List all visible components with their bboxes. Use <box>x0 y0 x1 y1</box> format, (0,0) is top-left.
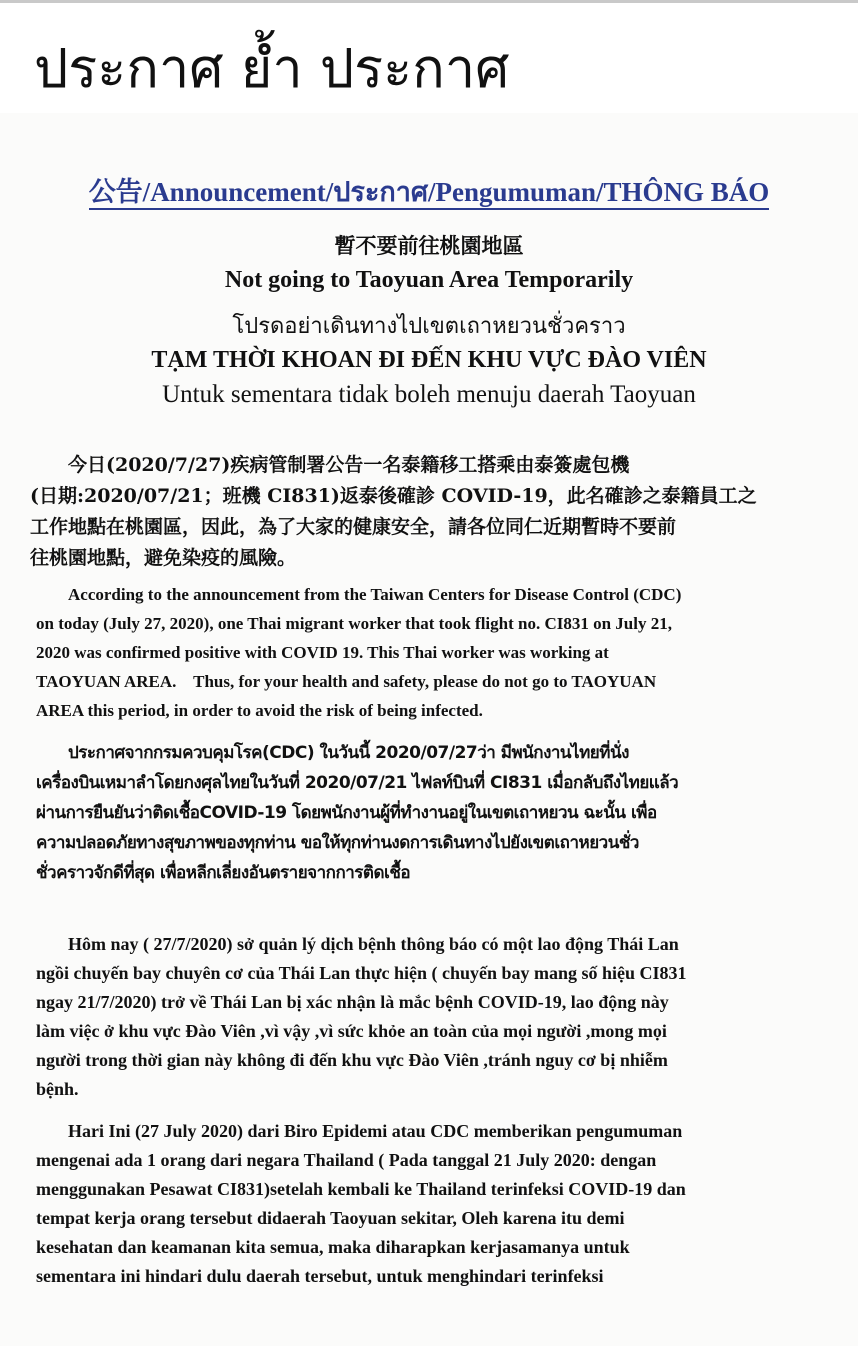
paragraph-english <box>36 580 836 725</box>
subtitle-th: โปรดอย่าเดินทางไปเขตเถาหยวนชั่วคราว <box>232 314 626 339</box>
text-line: tempat kerja orang tersebut didaerah Taoyuan sekitar, Oleh karena itu demi <box>36 1208 625 1228</box>
text-line: TAOYUAN AREA. Thus, for your health and safety, please do not go to TAOYUAN <box>36 672 657 691</box>
text-line: เครื่องบินเหมาลำโดยกงศุลไทยในวันที่ 2020/07/21 ไฟลท์บินที่ CI831 เมื่อกลับถึงไทยแล้ว <box>36 773 679 793</box>
subtitle-en: Not going to Taoyuan Area Temporarily <box>224 267 634 293</box>
announcement-header-text: 公告/Announcement/ประกาศ/Pengumuman/THÔNG BÁO <box>89 177 770 210</box>
text-line: 往桃園地點，避免染疫的風險。 <box>30 547 297 569</box>
subtitle-zh: 暫不要前往桃園地區 <box>334 233 524 258</box>
text-line: on today (July 27, 2020), one Thai migrant worker that took flight no. CI831 on July 21, <box>36 614 672 633</box>
paragraph-vietnamese <box>36 930 836 1104</box>
text-line: menggunakan Pesawat CI831)setelah kembali ke Thailand terinfeksi COVID-19 dan <box>36 1179 686 1199</box>
text-line: ผ่านการยืนยันว่าติดเชื้อCOVID-19 โดยพนักงานผู้ที่ทำงานอยู่ในเขตเถาหยวน ฉะนั้น เพื่อ <box>36 803 657 823</box>
text-line: (日期:2020/07/21；班機 CI831)返泰後確診 COVID-19，此名確診之泰籍員工之 <box>30 485 757 507</box>
text-line: mengenai ada 1 orang dari negara Thailand ( Pada tanggal 21 July 2020: dengan <box>36 1150 657 1170</box>
text-line: bệnh. <box>36 1079 79 1099</box>
subtitle-id: Untuk sementara tidak boleh menuju daerah Taoyuan <box>162 381 696 408</box>
text-line: ชั่วคราวจักดีที่สุด เพื่อหลีกเลี่ยงอันตรายจากการติดเชื้อ <box>36 863 411 883</box>
text-line: Hari Ini (27 July 2020) dari Biro Epidemi atau CDC memberikan pengumuman <box>68 1121 683 1141</box>
page-title: ประกาศ ย้ำ ประกาศ <box>34 37 510 100</box>
text-line: ngồi chuyến bay chuyên cơ của Thái Lan thực hiện ( chuyến bay mang số hiệu CI831 <box>36 963 687 983</box>
paragraph-chinese <box>30 450 830 574</box>
title-banner <box>0 3 858 113</box>
text-line: 工作地點在桃園區，因此，為了大家的健康安全，請各位同仁近期暫時不要前 <box>30 516 677 538</box>
text-line: 2020 was confirmed positive with COVID 19. This Thai worker was working at <box>36 643 609 662</box>
text-line: ความปลอดภัยทางสุขภาพของทุกท่าน ขอให้ทุกท่านงดการเดินทางไปยังเขตเถาหยวนชั่ว <box>36 833 639 853</box>
text-line: AREA this period, in order to avoid the risk of being infected. <box>36 701 483 720</box>
text-line: người trong thời gian này không đi đến khu vực Đào Viên ,tránh nguy cơ bị nhiễm <box>36 1050 668 1070</box>
text-line: Hôm nay ( 27/7/2020) sở quản lý dịch bệnh thông báo có một lao động Thái Lan <box>68 934 679 954</box>
subtitle-vi: TẠM THỜI KHOAN ĐI ĐẾN KHU VỰC ĐÀO VIÊN <box>151 347 707 373</box>
text-line: kesehatan dan keamanan kita semua, maka diharapkan kerjasamanya untuk <box>36 1237 630 1257</box>
paragraph-indonesian <box>36 1117 836 1291</box>
text-line: According to the announcement from the Taiwan Centers for Disease Control (CDC) <box>68 585 682 604</box>
paragraph-thai <box>36 738 836 888</box>
text-line: ngay 21/7/2020) trở về Thái Lan bị xác nhận là mắc bệnh COVID-19, lao động này <box>36 992 669 1012</box>
text-line: 今日(2020/7/27)疾病管制署公告一名泰籍移工搭乘由泰簽處包機 <box>68 454 630 476</box>
text-line: sementara ini hindari dulu daerah tersebut, untuk menghindari terinfeksi <box>36 1266 604 1286</box>
text-line: ประกาศจากกรมควบคุมโรค(CDC) ในวันนี้ 2020/07/27ว่า มีพนักงานไทยที่นั่ง <box>68 743 629 763</box>
announcement-header <box>0 170 858 213</box>
text-line: làm việc ở khu vực Đào Viên ,vì vậy ,vì sức khỏe an toàn của mọi người ,mong mọi <box>36 1021 667 1041</box>
